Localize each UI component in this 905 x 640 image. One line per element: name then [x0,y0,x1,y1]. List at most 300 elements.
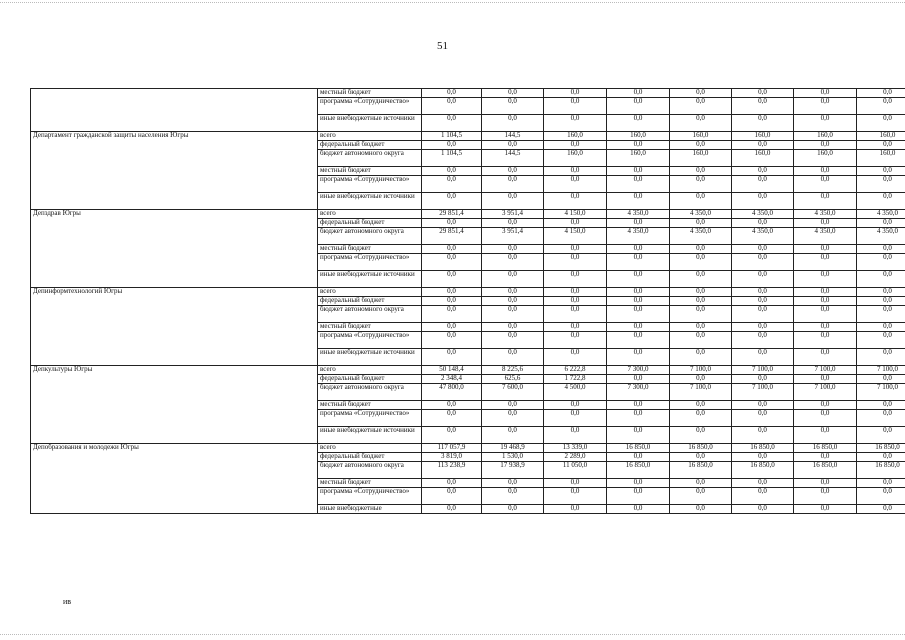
funding-source-cell: всего [318,366,422,375]
amount-cell: 0,0 [422,401,482,410]
funding-source-cell: бюджет автономного округа [318,462,422,479]
amount-cell: 0,0 [732,115,794,132]
amount-cell: 0,0 [794,349,857,366]
amount-cell: 4 350,0 [732,228,794,245]
amount-cell: 0,0 [857,323,905,332]
amount-cell: 0,0 [794,176,857,193]
amount-cell: 0,0 [670,332,732,349]
amount-cell: 0,0 [732,167,794,176]
amount-cell: 0,0 [794,271,857,288]
amount-cell: 0,0 [607,349,670,366]
amount-cell: 0,0 [794,167,857,176]
amount-cell: 0,0 [732,271,794,288]
amount-cell: 0,0 [857,453,905,462]
amount-cell: 0,0 [544,176,607,193]
amount-cell: 0,0 [857,98,905,115]
amount-cell: 0,0 [482,254,544,271]
amount-cell: 0,0 [670,193,732,210]
funding-source-cell: местный бюджет [318,323,422,332]
amount-cell: 0,0 [857,176,905,193]
amount-cell: 0,0 [670,505,732,514]
funding-table [30,88,905,514]
amount-cell: 0,0 [732,176,794,193]
amount-cell: 0,0 [422,98,482,115]
amount-cell: 0,0 [670,176,732,193]
amount-cell: 16 850,0 [607,462,670,479]
amount-cell: 0,0 [794,453,857,462]
organization-cell: Депздрав Югры [31,210,318,288]
amount-cell: 7 300,0 [607,366,670,375]
amount-cell: 0,0 [857,219,905,228]
amount-cell: 0,0 [422,254,482,271]
amount-cell: 0,0 [732,297,794,306]
amount-cell: 4 150,0 [544,210,607,219]
funding-source-cell: бюджет автономного округа [318,150,422,167]
amount-cell: 4 350,0 [670,210,732,219]
amount-cell: 0,0 [544,193,607,210]
amount-cell: 0,0 [857,306,905,323]
amount-cell: 0,0 [482,349,544,366]
table-row [31,288,905,297]
amount-cell: 13 339,0 [544,444,607,453]
amount-cell: 0,0 [794,488,857,505]
amount-cell: 0,0 [794,193,857,210]
table-row [31,366,905,375]
organization-cell: Депкультуры Югры [31,366,318,444]
amount-cell: 625,6 [482,375,544,384]
amount-cell: 2 289,0 [544,453,607,462]
amount-cell: 144,5 [482,132,544,141]
amount-cell: 16 850,0 [670,444,732,453]
amount-cell: 0,0 [794,115,857,132]
amount-cell: 0,0 [482,479,544,488]
amount-cell: 0,0 [544,98,607,115]
amount-cell: 0,0 [732,479,794,488]
amount-cell: 4 350,0 [857,210,905,219]
amount-cell: 160,0 [857,150,905,167]
amount-cell: 0,0 [482,505,544,514]
amount-cell: 0,0 [482,98,544,115]
amount-cell: 0,0 [857,410,905,427]
amount-cell: 0,0 [544,349,607,366]
amount-cell: 0,0 [794,332,857,349]
amount-cell: 4 350,0 [794,228,857,245]
amount-cell: 4 350,0 [607,228,670,245]
amount-cell: 0,0 [544,323,607,332]
amount-cell: 1 104,5 [422,150,482,167]
amount-cell: 0,0 [732,401,794,410]
amount-cell: 0,0 [607,479,670,488]
amount-cell: 0,0 [607,375,670,384]
amount-cell: 0,0 [422,505,482,514]
amount-cell: 0,0 [544,427,607,444]
funding-source-cell: федеральный бюджет [318,297,422,306]
amount-cell: 0,0 [857,505,905,514]
amount-cell: 0,0 [857,401,905,410]
amount-cell: 0,0 [482,141,544,150]
funding-source-cell: программа «Сотрудничество» [318,98,422,115]
amount-cell: 0,0 [794,401,857,410]
amount-cell: 0,0 [857,254,905,271]
amount-cell: 0,0 [607,167,670,176]
amount-cell: 117 057,9 [422,444,482,453]
amount-cell: 0,0 [482,176,544,193]
amount-cell: 7 300,0 [607,384,670,401]
amount-cell: 0,0 [607,176,670,193]
amount-cell: 0,0 [670,219,732,228]
funding-source-cell: местный бюджет [318,479,422,488]
amount-cell: 0,0 [670,323,732,332]
amount-cell: 0,0 [544,410,607,427]
amount-cell: 0,0 [794,505,857,514]
amount-cell: 0,0 [544,115,607,132]
amount-cell: 0,0 [857,115,905,132]
amount-cell: 0,0 [857,349,905,366]
amount-cell: 0,0 [544,505,607,514]
amount-cell: 160,0 [732,132,794,141]
funding-source-cell: программа «Сотрудничество» [318,176,422,193]
amount-cell: 6 222,8 [544,366,607,375]
amount-cell: 0,0 [422,488,482,505]
amount-cell: 0,0 [670,453,732,462]
amount-cell: 160,0 [794,132,857,141]
amount-cell: 0,0 [794,410,857,427]
funding-source-cell: местный бюджет [318,167,422,176]
funding-source-cell: иные внебюджетные источники [318,115,422,132]
amount-cell: 0,0 [794,89,857,98]
amount-cell: 0,0 [422,323,482,332]
amount-cell: 0,0 [607,288,670,297]
amount-cell: 4 350,0 [794,210,857,219]
scan-top-edge [0,2,905,3]
amount-cell: 0,0 [422,141,482,150]
amount-cell: 7 100,0 [857,366,905,375]
amount-cell: 0,0 [482,297,544,306]
amount-cell: 0,0 [794,479,857,488]
amount-cell: 0,0 [607,89,670,98]
amount-cell: 7 100,0 [670,366,732,375]
amount-cell: 0,0 [670,349,732,366]
amount-cell: 0,0 [422,288,482,297]
page-number: 51 [437,40,448,52]
amount-cell: 4 350,0 [670,228,732,245]
footer-mark: ив [63,597,72,606]
amount-cell: 0,0 [482,488,544,505]
amount-cell: 0,0 [422,410,482,427]
amount-cell: 7 100,0 [857,384,905,401]
amount-cell: 0,0 [422,115,482,132]
amount-cell: 160,0 [794,150,857,167]
amount-cell: 160,0 [670,150,732,167]
amount-cell: 0,0 [607,401,670,410]
amount-cell: 0,0 [607,453,670,462]
amount-cell: 0,0 [544,254,607,271]
amount-cell: 16 850,0 [732,462,794,479]
amount-cell: 0,0 [732,193,794,210]
funding-source-cell: всего [318,444,422,453]
amount-cell: 144,5 [482,150,544,167]
amount-cell: 0,0 [857,167,905,176]
amount-cell: 4 500,0 [544,384,607,401]
table-row [31,89,905,98]
amount-cell: 0,0 [607,488,670,505]
amount-cell: 0,0 [670,98,732,115]
amount-cell: 0,0 [482,245,544,254]
amount-cell: 0,0 [670,245,732,254]
amount-cell: 0,0 [607,410,670,427]
amount-cell: 0,0 [422,332,482,349]
amount-cell: 0,0 [422,193,482,210]
funding-source-cell: федеральный бюджет [318,453,422,462]
amount-cell: 3 951,4 [482,228,544,245]
amount-cell: 0,0 [857,479,905,488]
amount-cell: 0,0 [857,245,905,254]
amount-cell: 0,0 [607,193,670,210]
funding-source-cell: бюджет автономного округа [318,306,422,323]
amount-cell: 0,0 [732,505,794,514]
funding-source-cell: всего [318,210,422,219]
amount-cell: 0,0 [607,254,670,271]
amount-cell: 0,0 [422,427,482,444]
funding-source-cell: иные внебюджетные источники [318,349,422,366]
organization-cell: Депинформтехнологий Югры [31,288,318,366]
amount-cell: 0,0 [482,89,544,98]
funding-source-cell: иные внебюджетные источники [318,193,422,210]
amount-cell: 0,0 [794,98,857,115]
amount-cell: 0,0 [607,115,670,132]
table-row [31,444,905,453]
amount-cell: 8 225,6 [482,366,544,375]
amount-cell: 0,0 [607,245,670,254]
amount-cell: 0,0 [482,115,544,132]
amount-cell: 0,0 [670,488,732,505]
amount-cell: 0,0 [670,167,732,176]
amount-cell: 0,0 [857,89,905,98]
amount-cell: 160,0 [544,132,607,141]
amount-cell: 0,0 [482,271,544,288]
amount-cell: 0,0 [732,488,794,505]
amount-cell: 0,0 [670,306,732,323]
amount-cell: 0,0 [670,410,732,427]
amount-cell: 0,0 [732,141,794,150]
amount-cell: 11 050,0 [544,462,607,479]
amount-cell: 0,0 [422,271,482,288]
amount-cell: 0,0 [607,306,670,323]
amount-cell: 0,0 [732,349,794,366]
amount-cell: 0,0 [422,176,482,193]
amount-cell: 0,0 [482,332,544,349]
amount-cell: 160,0 [607,150,670,167]
amount-cell: 0,0 [482,193,544,210]
amount-cell: 0,0 [482,410,544,427]
amount-cell: 29 851,4 [422,228,482,245]
amount-cell: 0,0 [607,271,670,288]
amount-cell: 0,0 [670,427,732,444]
amount-cell: 0,0 [794,254,857,271]
amount-cell: 0,0 [857,288,905,297]
amount-cell: 4 150,0 [544,228,607,245]
amount-cell: 19 468,9 [482,444,544,453]
amount-cell: 0,0 [794,306,857,323]
amount-cell: 0,0 [544,167,607,176]
amount-cell: 0,0 [857,271,905,288]
amount-cell: 160,0 [670,132,732,141]
amount-cell: 16 850,0 [794,444,857,453]
amount-cell: 0,0 [732,245,794,254]
amount-cell: 0,0 [794,297,857,306]
amount-cell: 29 851,4 [422,210,482,219]
amount-cell: 0,0 [607,427,670,444]
amount-cell: 16 850,0 [732,444,794,453]
amount-cell: 0,0 [794,245,857,254]
amount-cell: 0,0 [732,427,794,444]
funding-source-cell: местный бюджет [318,89,422,98]
funding-source-cell: программа «Сотрудничество» [318,332,422,349]
amount-cell: 0,0 [422,349,482,366]
amount-cell: 0,0 [670,401,732,410]
amount-cell: 0,0 [607,323,670,332]
funding-source-cell: бюджет автономного округа [318,228,422,245]
amount-cell: 0,0 [857,332,905,349]
amount-cell: 0,0 [544,401,607,410]
amount-cell: 1 722,8 [544,375,607,384]
amount-cell: 16 850,0 [607,444,670,453]
amount-cell: 1 104,5 [422,132,482,141]
amount-cell: 0,0 [794,323,857,332]
amount-cell: 0,0 [794,375,857,384]
organization-cell: Депобразования и молодежи Югры [31,444,318,514]
amount-cell: 0,0 [482,306,544,323]
amount-cell: 0,0 [732,453,794,462]
amount-cell: 17 938,9 [482,462,544,479]
amount-cell: 0,0 [857,193,905,210]
amount-cell: 0,0 [482,219,544,228]
amount-cell: 16 850,0 [794,462,857,479]
amount-cell: 0,0 [670,254,732,271]
amount-cell: 0,0 [544,488,607,505]
amount-cell: 4 350,0 [857,228,905,245]
amount-cell: 0,0 [670,271,732,288]
amount-cell: 0,0 [544,89,607,98]
amount-cell: 0,0 [544,479,607,488]
amount-cell: 3 819,0 [422,453,482,462]
table-row [31,132,905,141]
amount-cell: 0,0 [732,98,794,115]
funding-source-cell: иные внебюджетные источники [318,427,422,444]
amount-cell: 0,0 [544,288,607,297]
amount-cell: 0,0 [857,375,905,384]
amount-cell: 0,0 [544,141,607,150]
funding-source-cell: всего [318,132,422,141]
amount-cell: 0,0 [482,427,544,444]
amount-cell: 0,0 [607,98,670,115]
amount-cell: 0,0 [732,410,794,427]
amount-cell: 0,0 [422,167,482,176]
amount-cell: 160,0 [857,132,905,141]
funding-source-cell: федеральный бюджет [318,219,422,228]
amount-cell: 0,0 [422,245,482,254]
amount-cell: 0,0 [857,297,905,306]
amount-cell: 7 100,0 [732,366,794,375]
amount-cell: 4 350,0 [607,210,670,219]
amount-cell: 0,0 [732,306,794,323]
amount-cell: 0,0 [732,254,794,271]
amount-cell: 0,0 [732,375,794,384]
amount-cell: 0,0 [794,219,857,228]
amount-cell: 0,0 [794,288,857,297]
amount-cell: 0,0 [607,297,670,306]
funding-source-cell: местный бюджет [318,245,422,254]
funding-source-cell: всего [318,288,422,297]
amount-cell: 0,0 [670,375,732,384]
funding-source-cell: иные внебюджетные источники [318,271,422,288]
funding-source-cell: программа «Сотрудничество» [318,488,422,505]
amount-cell: 0,0 [732,288,794,297]
amount-cell: 0,0 [732,323,794,332]
amount-cell: 16 850,0 [857,462,905,479]
amount-cell: 113 238,9 [422,462,482,479]
amount-cell: 0,0 [482,167,544,176]
amount-cell: 160,0 [544,150,607,167]
amount-cell: 0,0 [544,219,607,228]
amount-cell: 0,0 [732,219,794,228]
amount-cell: 0,0 [482,288,544,297]
amount-cell: 0,0 [857,488,905,505]
amount-cell: 0,0 [670,89,732,98]
amount-cell: 50 148,4 [422,366,482,375]
amount-cell: 0,0 [670,141,732,150]
amount-cell: 0,0 [422,306,482,323]
funding-source-cell: программа «Сотрудничество» [318,254,422,271]
amount-cell: 0,0 [607,332,670,349]
amount-cell: 0,0 [607,219,670,228]
amount-cell: 0,0 [857,141,905,150]
amount-cell: 0,0 [670,479,732,488]
amount-cell: 7 100,0 [732,384,794,401]
amount-cell: 0,0 [670,288,732,297]
amount-cell: 0,0 [482,323,544,332]
amount-cell: 7 100,0 [794,366,857,375]
funding-source-cell: федеральный бюджет [318,141,422,150]
amount-cell: 0,0 [544,245,607,254]
funding-source-cell: федеральный бюджет [318,375,422,384]
scan-bottom-edge [0,634,905,635]
amount-cell: 0,0 [794,427,857,444]
amount-cell: 7 100,0 [794,384,857,401]
amount-cell: 0,0 [544,332,607,349]
amount-cell: 0,0 [544,297,607,306]
amount-cell: 0,0 [794,141,857,150]
amount-cell: 0,0 [670,115,732,132]
organization-cell [31,89,318,132]
amount-cell: 16 850,0 [857,444,905,453]
funding-source-cell: программа «Сотрудничество» [318,410,422,427]
amount-cell: 160,0 [732,150,794,167]
table-row [31,210,905,219]
table-body [31,89,905,514]
amount-cell: 0,0 [422,479,482,488]
amount-cell: 7 600,0 [482,384,544,401]
amount-cell: 0,0 [732,89,794,98]
amount-cell: 2 348,4 [422,375,482,384]
amount-cell: 0,0 [422,219,482,228]
amount-cell: 0,0 [544,306,607,323]
amount-cell: 0,0 [607,505,670,514]
amount-cell: 0,0 [732,332,794,349]
amount-cell: 1 530,0 [482,453,544,462]
amount-cell: 47 800,0 [422,384,482,401]
funding-source-cell: иные внебюджетные [318,505,422,514]
